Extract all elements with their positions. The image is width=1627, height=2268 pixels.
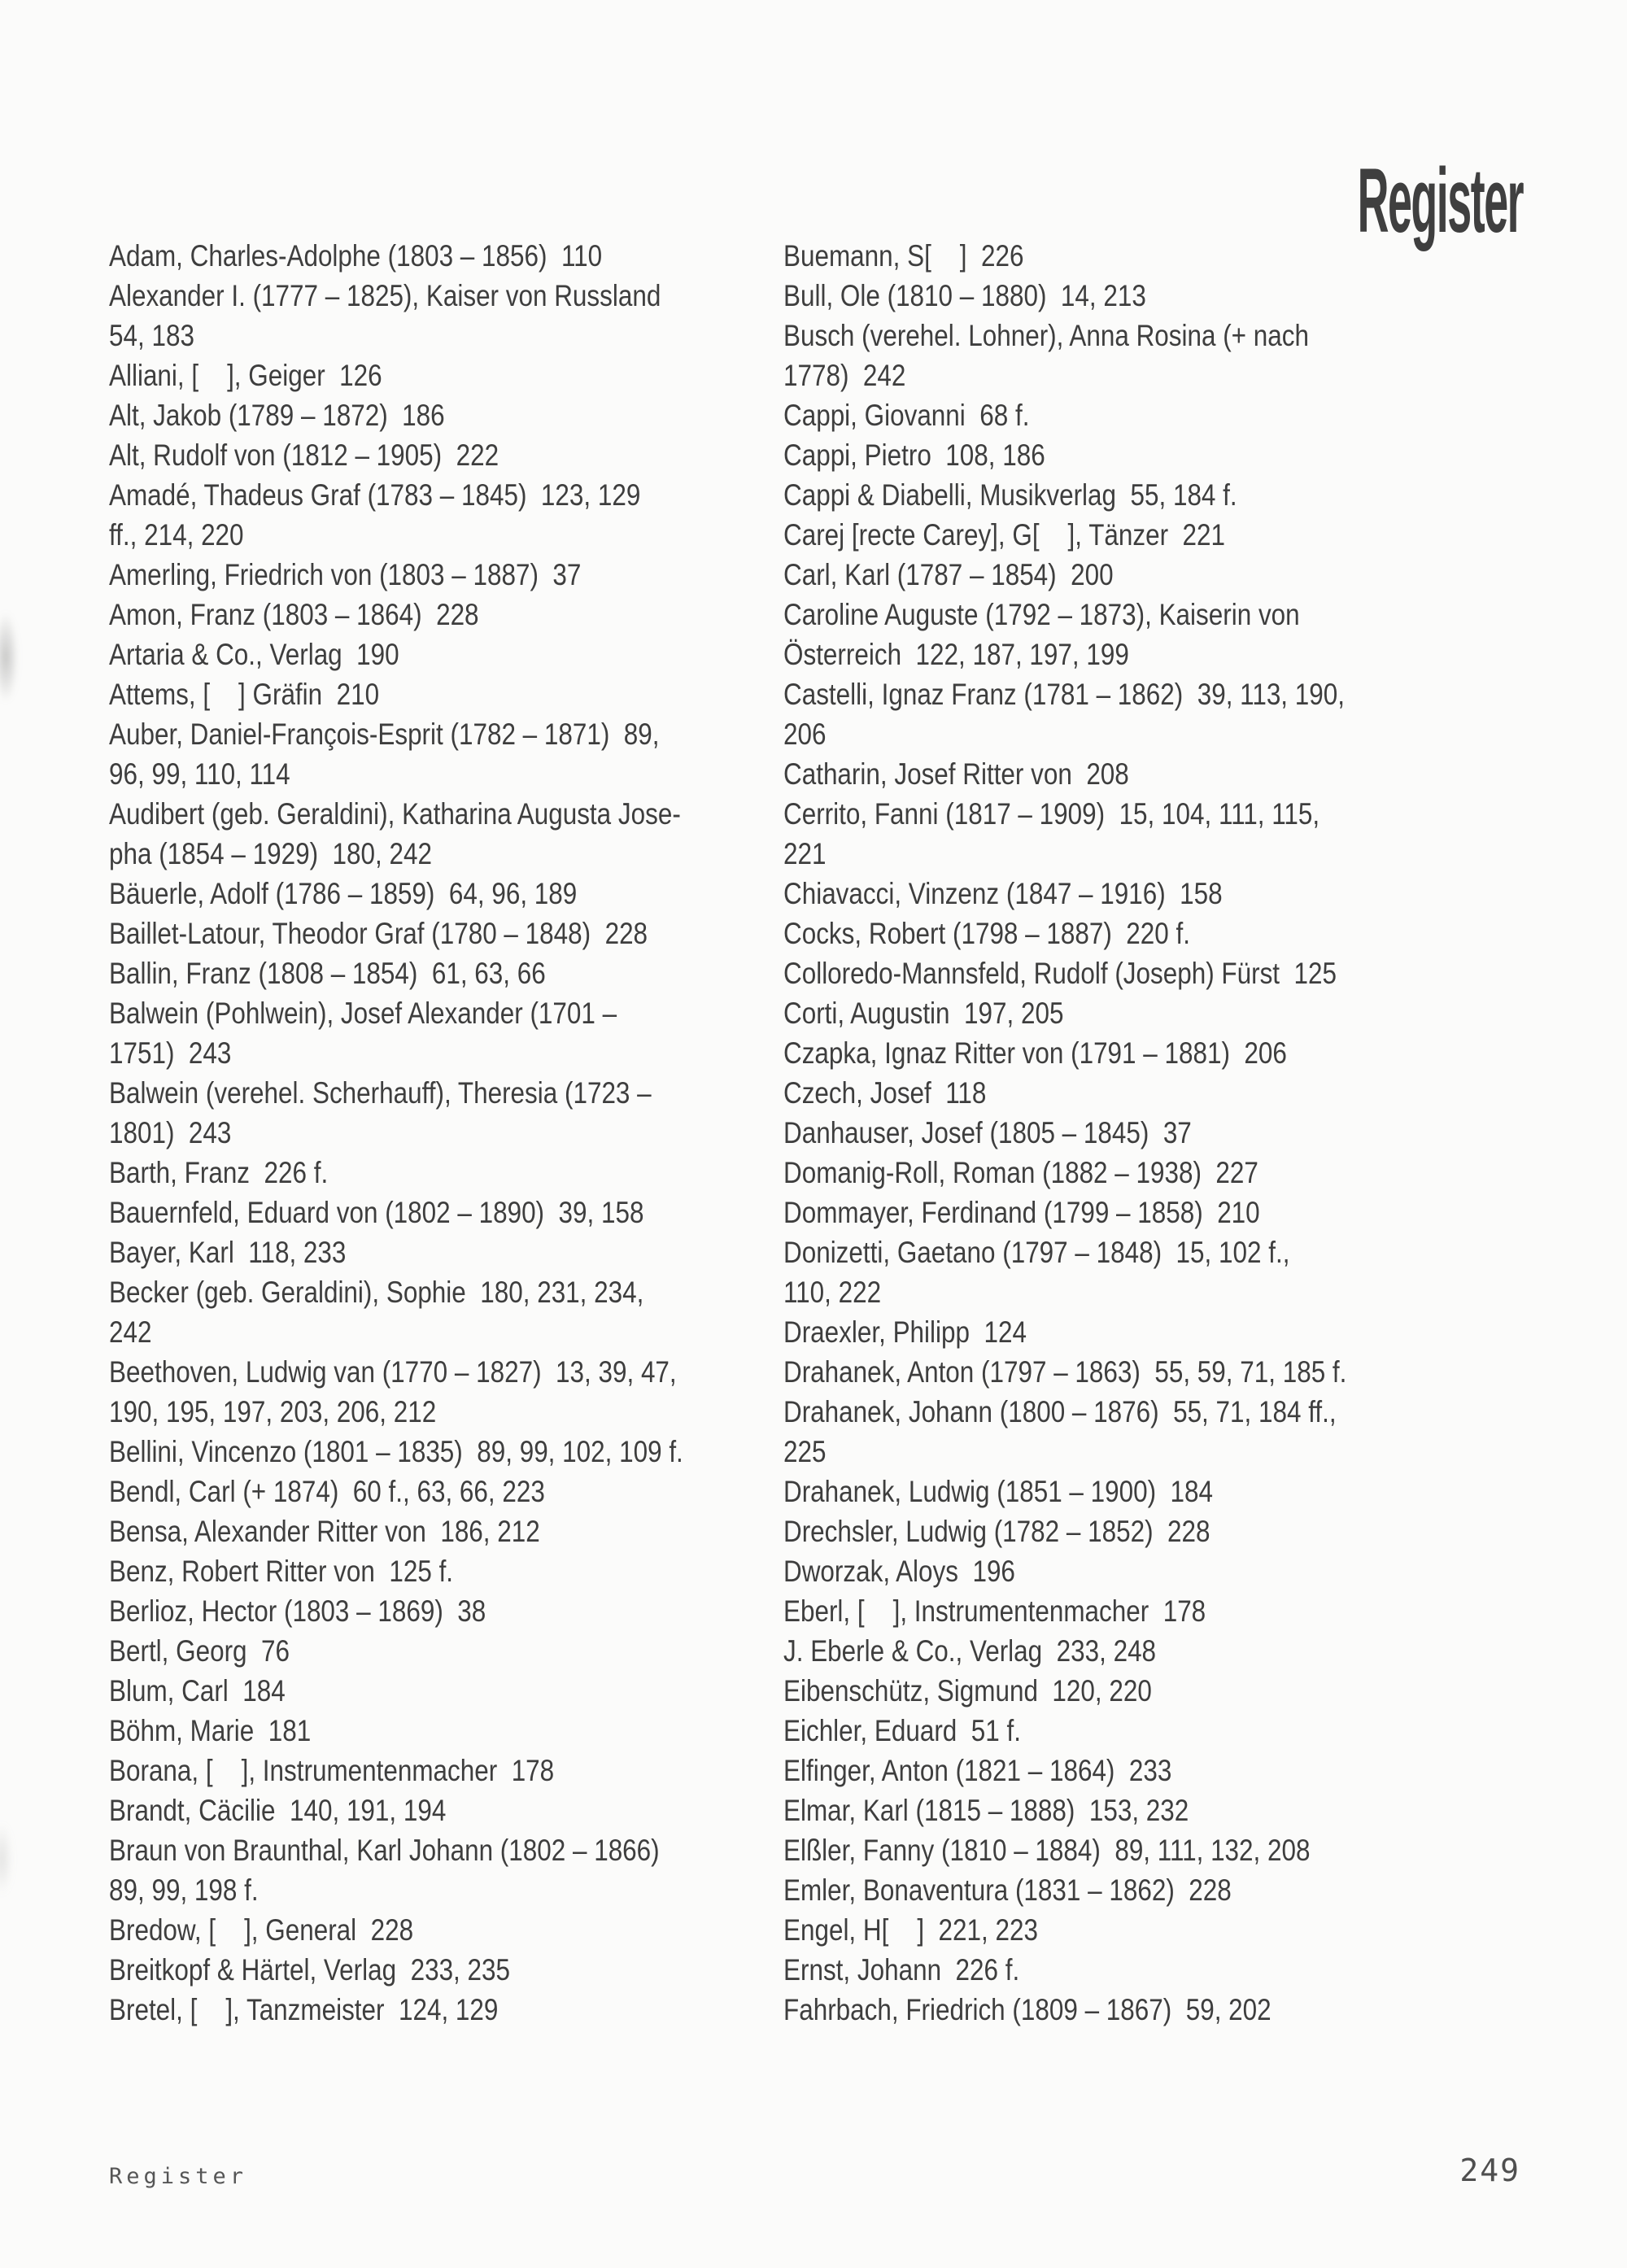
- index-line: Amerling, Friedrich von (1803 – 1887) 37: [109, 558, 582, 591]
- index-line: Böhm, Marie 181: [109, 1714, 312, 1747]
- index-line: J. Eberle & Co., Verlag 233, 248: [783, 1634, 1157, 1668]
- index-line: Cappi & Diabelli, Musikverlag 55, 184 f.: [783, 478, 1237, 512]
- index-line: 221: [783, 837, 827, 870]
- index-line: Alt, Rudolf von (1812 – 1905) 222: [109, 438, 499, 472]
- index-line: 89, 99, 198 f.: [109, 1873, 259, 1907]
- index-line: Czech, Josef 118: [783, 1076, 987, 1110]
- index-line: Domanig-Roll, Roman (1882 – 1938) 227: [783, 1156, 1258, 1189]
- index-line: Audibert (geb. Geraldini), Katharina Augusta Jose-: [109, 797, 681, 831]
- index-line: 1751) 243: [109, 1036, 232, 1070]
- index-line: Artaria & Co., Verlag 190: [109, 638, 399, 671]
- index-line: Dworzak, Aloys 196: [783, 1555, 1015, 1588]
- index-line: Amadé, Thadeus Graf (1783 – 1845) 123, 129: [109, 478, 641, 512]
- index-column-left: [109, 236, 835, 2030]
- index-line: 242: [109, 1315, 152, 1349]
- index-line: Drahanek, Anton (1797 – 1863) 55, 59, 71, 185 f.: [783, 1355, 1347, 1389]
- index-line: Carl, Karl (1787 – 1854) 200: [783, 558, 1114, 591]
- index-line: Baillet-Latour, Theodor Graf (1780 – 1848) 228: [109, 917, 648, 950]
- index-line: Alliani, [ ], Geiger 126: [109, 359, 382, 392]
- index-line: Auber, Daniel-François-Esprit (1782 – 1871) 89,: [109, 717, 660, 751]
- index-line: 190, 195, 197, 203, 206, 212: [109, 1395, 437, 1428]
- index-line: Drahanek, Ludwig (1851 – 1900) 184: [783, 1475, 1214, 1508]
- index-line: 206: [783, 717, 827, 751]
- index-line: Elfinger, Anton (1821 – 1864) 233: [783, 1754, 1172, 1787]
- index-line: Ballin, Franz (1808 – 1854) 61, 63, 66: [109, 957, 546, 990]
- scan-smudge: [0, 612, 18, 703]
- index-line: Balwein (Pohlwein), Josef Alexander (1701 –: [109, 997, 617, 1030]
- index-line: Bredow, [ ], General 228: [109, 1913, 414, 1947]
- index-line: 96, 99, 110, 114: [109, 757, 290, 791]
- index-line: Brandt, Cäcilie 140, 191, 194: [109, 1794, 447, 1827]
- index-line: Bull, Ole (1810 – 1880) 14, 213: [783, 279, 1146, 312]
- index-line: Engel, H[ ] 221, 223: [783, 1913, 1038, 1947]
- index-line: Catharin, Josef Ritter von 208: [783, 757, 1129, 791]
- index-line: Draexler, Philipp 124: [783, 1315, 1027, 1349]
- index-line: 1801) 243: [109, 1116, 232, 1149]
- index-line: Alt, Jakob (1789 – 1872) 186: [109, 399, 445, 432]
- index-line: Becker (geb. Geraldini), Sophie 180, 231, 234,: [109, 1276, 644, 1309]
- index-line: Bensa, Alexander Ritter von 186, 212: [109, 1515, 540, 1548]
- index-line: Fahrbach, Friedrich (1809 – 1867) 59, 202: [783, 1993, 1272, 2026]
- index-line: Barth, Franz 226 f.: [109, 1156, 329, 1189]
- index-line: Braun von Braunthal, Karl Johann (1802 – 1866): [109, 1834, 660, 1867]
- index-line: Emler, Bonaventura (1831 – 1862) 228: [783, 1873, 1232, 1907]
- index-line: Bayer, Karl 118, 233: [109, 1236, 347, 1269]
- index-line: Amon, Franz (1803 – 1864) 228: [109, 598, 479, 631]
- scan-smudge: [0, 1822, 11, 1895]
- index-column-right: [783, 236, 1579, 2030]
- index-line: Attems, [ ] Gräfin 210: [109, 678, 380, 711]
- index-line: Ernst, Johann 226 f.: [783, 1953, 1020, 1987]
- page-number: 249: [1459, 2152, 1520, 2188]
- index-line: pha (1854 – 1929) 180, 242: [109, 837, 432, 870]
- index-line: Bellini, Vincenzo (1801 – 1835) 89, 99, 102, 109 f.: [109, 1435, 683, 1468]
- index-line: Österreich 122, 187, 197, 199: [783, 638, 1129, 671]
- index-line: ff., 214, 220: [109, 518, 244, 552]
- index-line: Blum, Carl 184: [109, 1674, 286, 1708]
- index-line: Cocks, Robert (1798 – 1887) 220 f.: [783, 917, 1190, 950]
- index-line: Czapka, Ignaz Ritter von (1791 – 1881) 206: [783, 1036, 1287, 1070]
- index-line: Danhauser, Josef (1805 – 1845) 37: [783, 1116, 1192, 1149]
- index-line: Cerrito, Fanni (1817 – 1909) 15, 104, 111, 115,: [783, 797, 1320, 831]
- index-line: Borana, [ ], Instrumentenmacher 178: [109, 1754, 555, 1787]
- index-line: Drechsler, Ludwig (1782 – 1852) 228: [783, 1515, 1210, 1548]
- index-line: Buemann, S[ ] 226: [783, 239, 1024, 273]
- index-line: Beethoven, Ludwig van (1770 – 1827) 13, 39, 47,: [109, 1355, 677, 1389]
- index-line: Alexander I. (1777 – 1825), Kaiser von Russland: [109, 279, 661, 312]
- index-line: Bertl, Georg 76: [109, 1634, 290, 1668]
- index-line: Donizetti, Gaetano (1797 – 1848) 15, 102 f.,: [783, 1236, 1290, 1269]
- index-line: Busch (verehel. Lohner), Anna Rosina (+ nach: [783, 319, 1309, 352]
- index-line: Cappi, Pietro 108, 186: [783, 438, 1045, 472]
- index-line: Benz, Robert Ritter von 125 f.: [109, 1555, 454, 1588]
- index-line: Berlioz, Hector (1803 – 1869) 38: [109, 1594, 486, 1628]
- index-line: Drahanek, Johann (1800 – 1876) 55, 71, 184 ff.,: [783, 1395, 1337, 1428]
- index-line: 1778) 242: [783, 359, 906, 392]
- index-line: Corti, Augustin 197, 205: [783, 997, 1064, 1030]
- index-line: Bauernfeld, Eduard von (1802 – 1890) 39, 158: [109, 1196, 644, 1229]
- index-line: Dommayer, Ferdinand (1799 – 1858) 210: [783, 1196, 1260, 1229]
- index-line: Eibenschütz, Sigmund 120, 220: [783, 1674, 1152, 1708]
- index-line: Colloredo-Mannsfeld, Rudolf (Joseph) Fürst 125: [783, 957, 1337, 990]
- index-line: Eichler, Eduard 51 f.: [783, 1714, 1021, 1747]
- index-line: Castelli, Ignaz Franz (1781 – 1862) 39, 113, 190,: [783, 678, 1346, 711]
- index-line: Adam, Charles-Adolphe (1803 – 1856) 110: [109, 239, 603, 273]
- index-line: Chiavacci, Vinzenz (1847 – 1916) 158: [783, 877, 1223, 910]
- index-line: Elmar, Karl (1815 – 1888) 153, 232: [783, 1794, 1189, 1827]
- index-line: 225: [783, 1435, 827, 1468]
- index-line: Bretel, [ ], Tanzmeister 124, 129: [109, 1993, 499, 2026]
- index-line: 110, 222: [783, 1276, 882, 1309]
- page-title: Register: [1357, 150, 1523, 252]
- index-line: Cappi, Giovanni 68 f.: [783, 399, 1030, 432]
- index-line: Bendl, Carl (+ 1874) 60 f., 63, 66, 223: [109, 1475, 545, 1508]
- index-line: Eberl, [ ], Instrumentenmacher 178: [783, 1594, 1206, 1628]
- index-line: Carej [recte Carey], G[ ], Tänzer 221: [783, 518, 1226, 552]
- index-line: 54, 183: [109, 319, 194, 352]
- index-line: Elßler, Fanny (1810 – 1884) 89, 111, 132, 208: [783, 1834, 1311, 1867]
- index-line: Bäuerle, Adolf (1786 – 1859) 64, 96, 189: [109, 877, 578, 910]
- index-line: Caroline Auguste (1792 – 1873), Kaiserin von: [783, 598, 1300, 631]
- index-line: Breitkopf & Härtel, Verlag 233, 235: [109, 1953, 511, 1987]
- index-line: Balwein (verehel. Scherhauff), Theresia (1723 –: [109, 1076, 652, 1110]
- footer-section-label: Register: [109, 2164, 248, 2189]
